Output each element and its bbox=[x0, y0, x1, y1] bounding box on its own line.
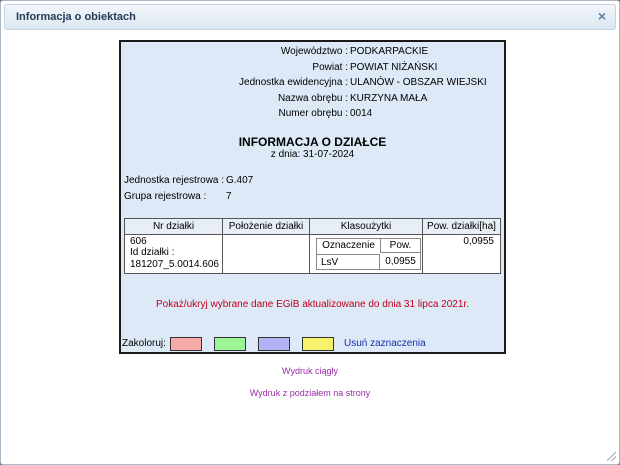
header-label: Nazwa obrębu : bbox=[277, 93, 348, 104]
print-pages-link[interactable]: Wydruk z podziałem na strony bbox=[249, 388, 371, 398]
resize-handle[interactable] bbox=[607, 452, 616, 461]
registry-group-value: 7 bbox=[226, 191, 232, 202]
header-label: Numer obrębu : bbox=[278, 108, 348, 119]
header-label: Województwo : bbox=[280, 46, 348, 57]
registry-unit-label: Jednostka rejestrowa : bbox=[124, 175, 225, 186]
header-label: Jednostka ewidencyjna : bbox=[239, 77, 348, 88]
close-icon[interactable]: × bbox=[597, 8, 606, 24]
col-header-location: Położenie działki bbox=[223, 219, 310, 235]
col-header-number: Nr działki bbox=[125, 219, 223, 235]
dialog-title: Informacja o obiektach bbox=[16, 11, 136, 23]
parcel-number: 606 bbox=[130, 236, 147, 247]
header-value: ULANÓW - OBSZAR WIEJSKI bbox=[350, 77, 487, 88]
info-date: z dnia: 31-07-2024 bbox=[270, 149, 355, 160]
dialog-content bbox=[5, 32, 615, 460]
header-row-county bbox=[121, 62, 504, 77]
swatch-yellow[interactable] bbox=[302, 337, 334, 351]
registry-unit-value: G.407 bbox=[226, 175, 254, 186]
parcel-table bbox=[124, 218, 501, 274]
parcel-area: 0,0955 bbox=[463, 236, 494, 247]
colorize-row bbox=[121, 336, 504, 352]
parcel-id-label: Id działki : bbox=[130, 247, 175, 258]
subtable-header-designation: Oznaczenie bbox=[317, 239, 381, 253]
header-value: POWIAT NIŻAŃSKI bbox=[350, 62, 438, 73]
table-cell-location bbox=[223, 235, 310, 273]
colorize-label: Zakoloruj: bbox=[122, 338, 166, 349]
subtable-area-value: 0,0955 bbox=[385, 256, 416, 267]
header-row-precinct-number bbox=[121, 108, 504, 123]
subtable-header-area: Pow. bbox=[381, 239, 420, 253]
info-title: INFORMACJA O DZIAŁCE bbox=[238, 135, 387, 149]
header-row-precinct-name bbox=[121, 93, 504, 108]
header-row-voivodeship bbox=[121, 46, 504, 61]
header-value: KURZYNA MAŁA bbox=[350, 93, 428, 104]
land-use-subtable bbox=[316, 238, 421, 270]
parcel-id-value: 181207_5.0014.606 bbox=[130, 259, 219, 270]
clear-selection-link[interactable]: Usuń zaznaczenia bbox=[344, 338, 426, 349]
table-cell-land-use bbox=[310, 235, 423, 273]
toggle-egib-data-link[interactable]: Pokaż/ukryj wybrane dane EGiB aktualizowane do dnia 31 lipca 2021r. bbox=[156, 299, 469, 310]
dialog-titlebar[interactable] bbox=[4, 4, 616, 30]
header-row-unit bbox=[121, 77, 504, 92]
print-continuous-link[interactable]: Wydruk ciągły bbox=[282, 366, 338, 376]
swatch-green[interactable] bbox=[214, 337, 246, 351]
parcel-info-panel bbox=[119, 40, 506, 354]
header-value: 0014 bbox=[350, 108, 373, 119]
table-cell-area bbox=[423, 235, 500, 273]
col-header-area: Pow. działki[ha] bbox=[423, 219, 500, 235]
header-label: Powiat : bbox=[312, 62, 348, 73]
swatch-pink[interactable] bbox=[170, 337, 202, 351]
table-cell-number bbox=[125, 235, 223, 273]
header-value: PODKARPACKIE bbox=[350, 46, 429, 57]
subtable-designation-value: LsV bbox=[317, 254, 380, 269]
col-header-land-use: Klasoużytki bbox=[310, 219, 423, 235]
registry-group-label: Grupa rejestrowa : bbox=[124, 191, 207, 202]
swatch-lavender[interactable] bbox=[258, 337, 290, 351]
